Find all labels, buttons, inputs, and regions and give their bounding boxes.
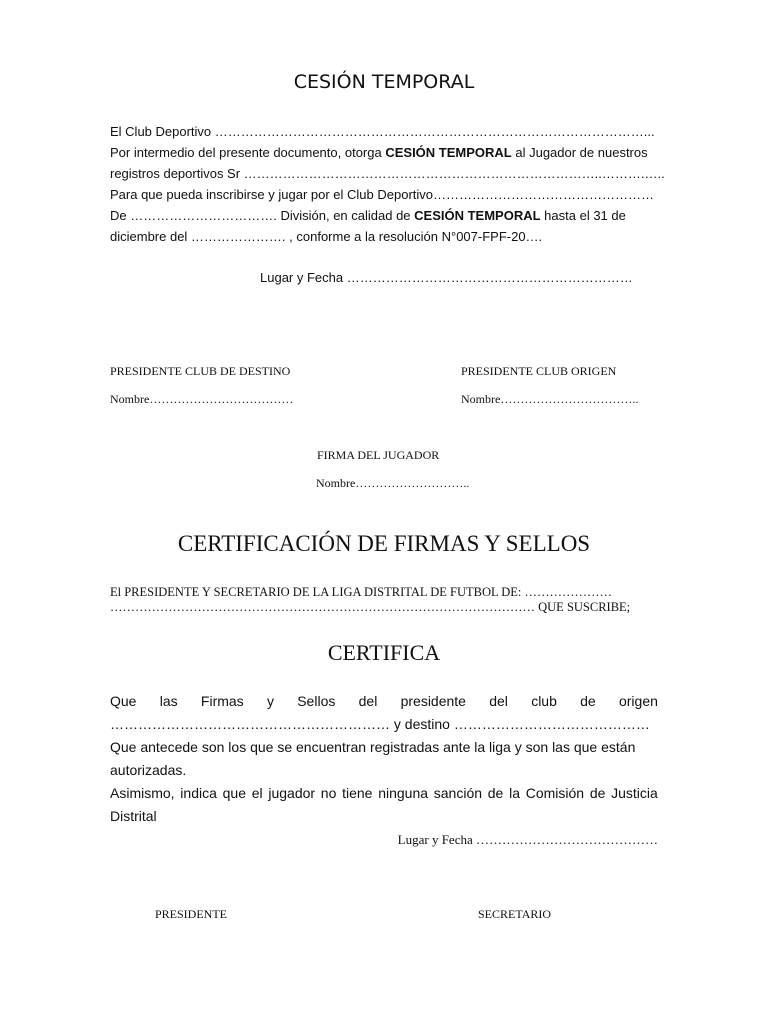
word: de: [589, 785, 606, 801]
word: Firmas: [200, 693, 244, 709]
cert-lugar-fecha: Lugar y Fecha ……………………………………: [397, 832, 658, 847]
word: Justicia: [611, 785, 658, 801]
liga-line-2: ………………………………………………………………………………………… QUE SUSCRIBE;: [110, 600, 631, 614]
word: jugador: [268, 785, 316, 801]
word: presidente: [400, 693, 466, 709]
body-line-5: [110, 785, 658, 801]
presidente-signature-label: PRESIDENTE: [155, 907, 227, 921]
word: club: [531, 693, 557, 709]
body-line-2: …………………………………………………… y destino ……………………………………: [110, 716, 650, 732]
liga-line-1: El PRESIDENTE Y SECRETARIO DE LA LIGA DISTRITAL DE FUTBOL DE: …………………: [110, 585, 613, 599]
presidente-origen-name: Nombre……………………………..: [461, 392, 639, 406]
body-line-4: autorizadas.: [110, 762, 187, 778]
word: la: [509, 785, 520, 801]
word: de: [487, 785, 504, 801]
registros-line: registros deportivos Sr ………………………………………………………………………..……….…..: [110, 166, 665, 181]
word: indica: [180, 785, 217, 801]
division-line: De ……………………………. División, en calidad de CESIÓN TEMPORAL hasta el 31 de: [110, 208, 626, 223]
body-line-1: [110, 693, 658, 709]
word: Comisión: [525, 785, 585, 801]
lugar-fecha-line: Lugar y Fecha …………………………………………………………: [260, 270, 633, 285]
secretario-signature-label: SECRETARIO: [478, 907, 552, 921]
word: y: [266, 693, 274, 709]
presidente-destino-label: PRESIDENTE CLUB DE DESTINO: [110, 364, 291, 378]
word: tiene: [342, 785, 373, 801]
inscribirse-line: Para que pueda inscribirse y jugar por el Club Deportivo……………………………………………: [110, 187, 655, 202]
word: de: [580, 693, 596, 709]
word: Asimismo,: [110, 785, 175, 801]
presidente-origen-label: PRESIDENTE CLUB ORIGEN: [461, 364, 617, 378]
diciembre-line: diciembre del …………………. , conforme a la resolución N°007-FPF-20….: [110, 229, 543, 244]
word: ninguna: [378, 785, 429, 801]
word: que: [222, 785, 246, 801]
word: Que: [110, 693, 137, 709]
word: las: [159, 693, 178, 709]
document-title: CESIÓN TEMPORAL: [293, 71, 475, 93]
word: sanción: [433, 785, 483, 801]
body-line-3: Que antecede son los que se encuentran registradas ante la liga y son las que están: [110, 739, 636, 755]
word: del: [489, 693, 508, 709]
word: no: [320, 785, 337, 801]
club-deportivo-line: El Club Deportivo ………………………………………………………………………………………...: [110, 124, 655, 139]
word: del: [358, 693, 378, 709]
presidente-destino-name: Nombre………………………………: [110, 392, 294, 406]
body-line-6: Distrital: [110, 808, 157, 824]
word: Sellos: [297, 693, 336, 709]
word: el: [251, 785, 263, 801]
certification-title: CERTIFICACIÓN DE FIRMAS Y SELLOS: [177, 531, 591, 556]
certifica-heading: CERTIFICA: [327, 640, 441, 665]
word: origen: [618, 693, 658, 709]
firma-jugador-name: Nombre………………………..: [316, 476, 470, 490]
firma-jugador-label: FIRMA DEL JUGADOR: [317, 448, 440, 462]
intermedio-line: Por intermedio del presente documento, otorga CESIÓN TEMPORAL al Jugador de nuestros: [110, 145, 648, 160]
